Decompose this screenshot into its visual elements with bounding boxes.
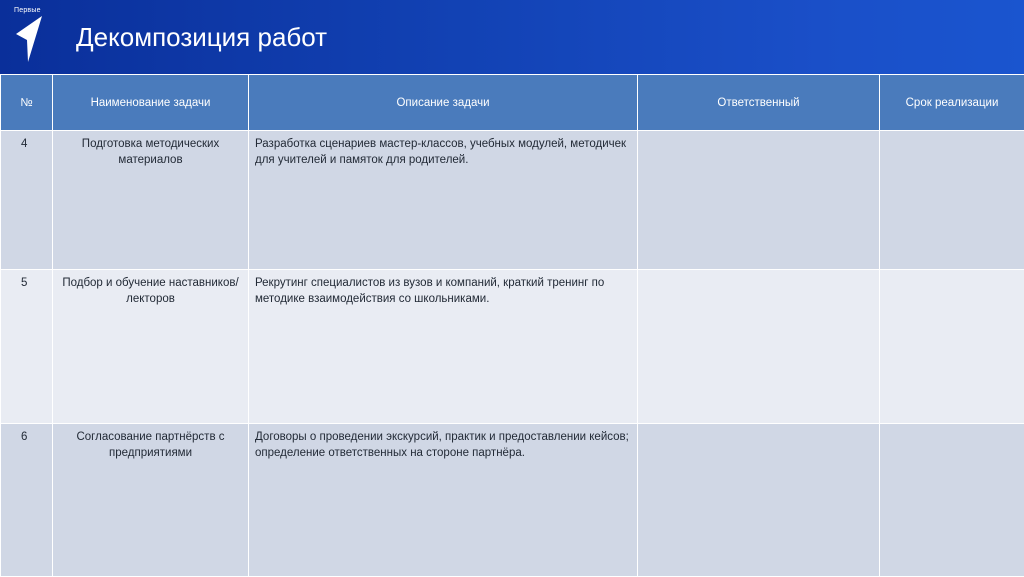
cell-task-description: Договоры о проведении экскурсий, практик и предоставлении кейсов; определение ответственных на стороне партнёра. <box>249 424 638 577</box>
cell-number: 4 <box>1 131 53 270</box>
page-title: Декомпозиция работ <box>76 22 327 53</box>
cell-task-name: Согласование партнёрств с предприятиями <box>53 424 249 577</box>
column-header-responsible: Ответственный <box>638 75 880 131</box>
cell-deadline <box>880 424 1024 577</box>
work-breakdown-table <box>0 74 1024 577</box>
logo-arrow-icon <box>14 14 44 64</box>
cell-task-name: Подготовка методических материалов <box>53 131 249 270</box>
cell-task-description: Рекрутинг специалистов из вузов и компаний, краткий тренинг по методике взаимодействия со школьниками. <box>249 270 638 424</box>
column-header-deadline: Срок реализации <box>880 75 1024 131</box>
cell-responsible <box>638 131 880 270</box>
logo-text: Первые <box>14 7 41 14</box>
column-header-task-description: Описание задачи <box>249 75 638 131</box>
column-header-number: № <box>1 75 53 131</box>
cell-task-description: Разработка сценариев мастер-классов, учебных модулей, методичек для учителей и памяток для родителей. <box>249 131 638 270</box>
table-header-row <box>1 75 1024 131</box>
cell-deadline <box>880 131 1024 270</box>
cell-number: 6 <box>1 424 53 577</box>
column-header-task-name: Наименование задачи <box>53 75 249 131</box>
slide-header <box>0 0 1024 74</box>
cell-deadline <box>880 270 1024 424</box>
cell-task-name: Подбор и обучение наставников/лекторов <box>53 270 249 424</box>
cell-responsible <box>638 270 880 424</box>
cell-number: 5 <box>1 270 53 424</box>
table-row <box>1 131 1024 270</box>
table-row <box>1 424 1024 577</box>
table-row <box>1 270 1024 424</box>
cell-responsible <box>638 424 880 577</box>
